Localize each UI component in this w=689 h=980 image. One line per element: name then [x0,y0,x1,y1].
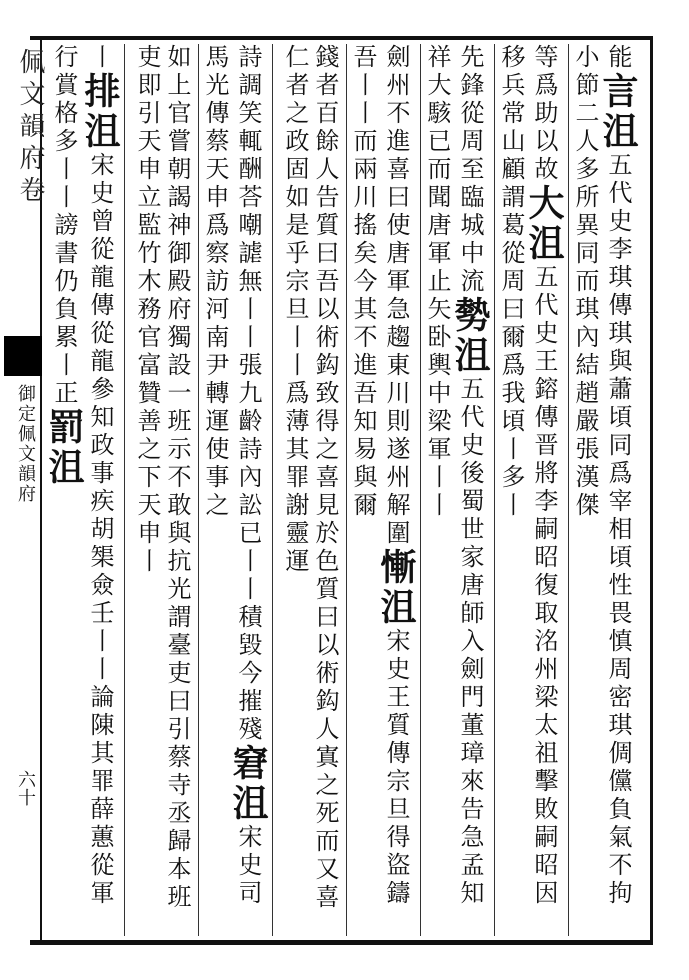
text-run: 等爲助以故 [530,44,558,184]
text-run: 五代史後蜀世家唐師入劍門董璋來告急孟知祥大駭已而聞唐軍止矢卧輿中梁軍丨丨 [423,44,484,908]
text-run: 丨 [86,44,114,72]
text-run: 先鋒從周至臨城中流 [456,44,484,296]
text-run: 宋史司馬光傳蔡天申爲察訪河南尹轉運使事之 [201,44,262,908]
text-column [571,44,639,934]
headword: 慚沮 [375,548,417,628]
text-run: 錢者百餘人告質曰吾以術鈎致得之喜見於色質曰以術鈎人寘之死而又喜仁者之政固如是乎宗旦丨丨爲薄其罪謝靈運 [281,44,339,912]
text-run: 能 [604,44,632,72]
headword: 罰沮 [43,408,85,488]
bottom-border [30,940,650,945]
text-run: 劍州不進喜曰使唐軍急趨東川則遂州解圍 [382,44,410,548]
margin-subtitle: 御定佩文韻府 [15,384,36,504]
text-column [43,44,121,934]
text-run: 如上官嘗朝謁神御殿府獨設一班示不敢與抗光謂臺吏曰引蔡寺丞歸本班吏即引天申立監竹木務官富贊善之下天申丨 [133,44,191,912]
text-run: 宋史曾從龍傳從龍參知政事疾胡榘僉壬丨丨論陳其罪薛蕙從軍行賞格多丨丨謗書仍負累 [50,44,114,908]
fishtail-mark [4,336,42,376]
text-run: 丨正 [50,352,78,408]
right-border [650,36,653,945]
text-run: 五代史李琪傳琪與蕭頃同爲宰相頃性畏慎周密琪倜儻負氣不拘小節二人多所異同而琪內結趙嚴張漢傑 [571,44,632,908]
headword: 窘沮 [227,744,269,824]
top-border [30,36,650,40]
page-number: 六十 [15,770,36,806]
margin-book-title: 佩文韻府卷 [15,48,45,208]
headword: 勢沮 [449,296,491,376]
text-run: 五代史王鎔傳晋將李嗣昭復取洺州梁太祖擊敗嗣昭因移兵常山顧謂葛從周曰爾爲我頃丨多丨 [497,44,558,908]
text-column [349,44,417,934]
text-column [423,44,491,934]
page-margin [4,44,45,936]
text-run: 詩調笑輒酬荅嘲謔無丨丨張九齡詩內訟已丨丨積毀今摧殘 [234,44,262,744]
headword: 言沮 [597,72,639,152]
text-column [278,44,340,934]
text-column [201,44,269,934]
text-column [497,44,565,934]
text-columns [43,44,647,934]
text-column [130,44,192,934]
headword: 大沮 [523,184,565,264]
text-run: 宋史王質傳宗旦得盜鑄吾丨丨而兩川搖矣今其不進吾知易與爾 [349,44,410,908]
headword: 排沮 [79,72,121,152]
